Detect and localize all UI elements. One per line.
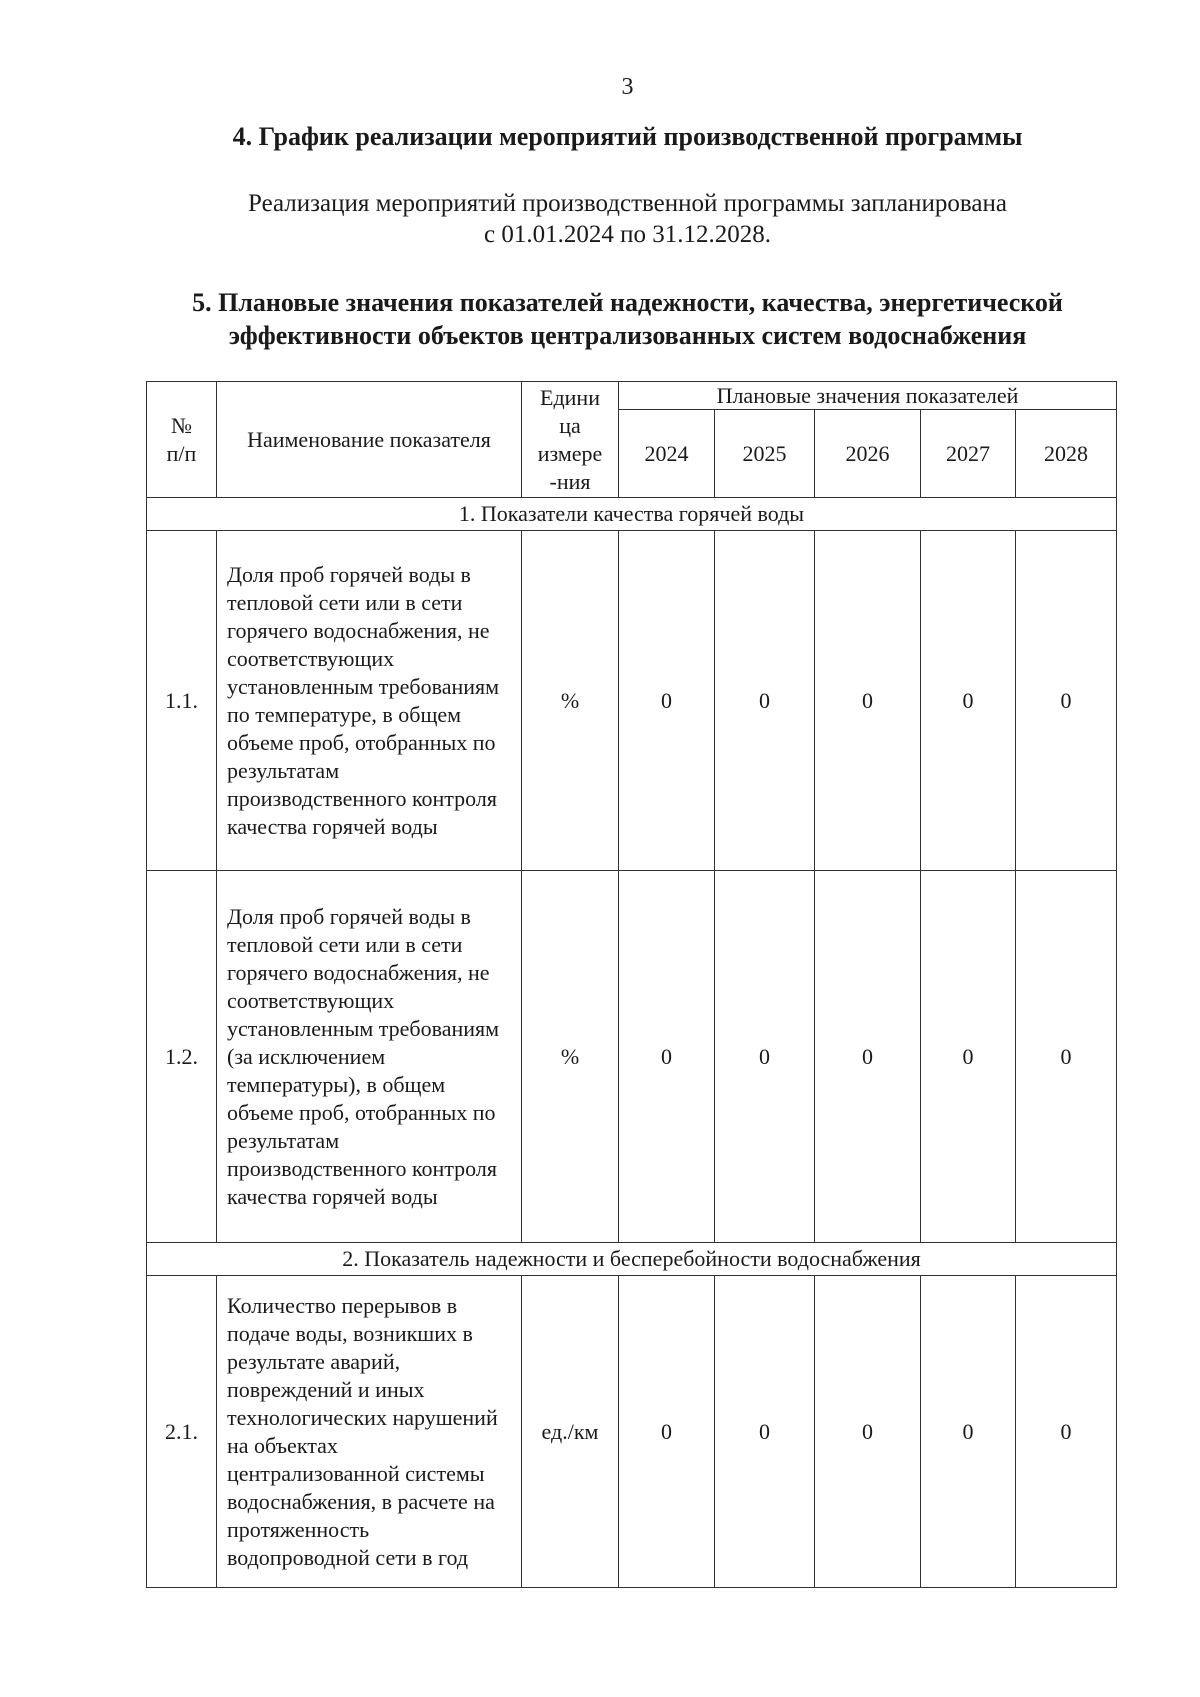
header-planned-values: Плановые значения показателей <box>619 382 1117 410</box>
indicator-name: Доля проб горячей воды в тепловой сети или в сети горячего водоснабжения, не соответствующих установленным требованиям (за исключением температуры), в общем объеме проб, отобранных по результатам производственного контроля качества горячей воды <box>217 871 522 1243</box>
header-number-line-2: п/п <box>166 440 197 466</box>
value-2026: 0 <box>815 871 921 1243</box>
table-row <box>147 871 1117 1243</box>
header-number-line-1: № <box>171 412 192 438</box>
indicator-unit: ед./км <box>522 1276 619 1588</box>
indicator-name: Количество перерывов в подаче воды, возникших в результате аварий, повреждений и иных технологических нарушений на объектах централизованной системы водоснабжения, в расчете на протяженность водопроводной сети в год <box>217 1276 522 1588</box>
value-2028: 0 <box>1016 871 1117 1243</box>
header-unit-line-2: ца <box>559 412 581 438</box>
section-5-heading-line-1: 5. Плановые значения показателей надежности, качества, энергетической <box>192 288 1063 317</box>
row-number: 2.1. <box>147 1276 217 1588</box>
indicator-name: Доля проб горячей воды в тепловой сети или в сети горячего водоснабжения, не соответствующих установленным требованиям по температуре, в общем объеме проб, отобранных по результатам производственного контроля качества горячей воды <box>217 531 522 871</box>
value-2026: 0 <box>815 1276 921 1588</box>
section-4-text-line-1: Реализация мероприятий производственной программы запланирована <box>248 190 1007 217</box>
page-number: 3 <box>621 74 634 100</box>
indicators-table <box>146 381 1117 1588</box>
header-unit <box>522 382 619 498</box>
value-2025: 0 <box>715 871 815 1243</box>
header-year-2027: 2027 <box>921 410 1016 498</box>
table-row <box>147 1276 1117 1588</box>
value-2025: 0 <box>715 1276 815 1588</box>
value-2028: 0 <box>1016 531 1117 871</box>
group-row <box>147 1243 1117 1276</box>
value-2028: 0 <box>1016 1276 1117 1588</box>
section-4-heading: 4. График реализации мероприятий производственной программы <box>232 122 1023 151</box>
group-title: 1. Показатели качества горячей воды <box>147 498 1117 531</box>
indicator-unit: % <box>522 531 619 871</box>
header-year-2024: 2024 <box>619 410 715 498</box>
section-4-text-line-2: с 01.01.2024 по 31.12.2028. <box>484 221 771 248</box>
row-number: 1.2. <box>147 871 217 1243</box>
value-2027: 0 <box>921 871 1016 1243</box>
value-2027: 0 <box>921 531 1016 871</box>
section-5-heading <box>0 286 1200 352</box>
header-number <box>147 382 217 498</box>
value-2025: 0 <box>715 531 815 871</box>
header-year-2028: 2028 <box>1016 410 1117 498</box>
header-year-2026: 2026 <box>815 410 921 498</box>
value-2024: 0 <box>619 871 715 1243</box>
section-4-text <box>0 188 1200 250</box>
value-2027: 0 <box>921 1276 1016 1588</box>
value-2026: 0 <box>815 531 921 871</box>
header-indicator-name: Наименование показателя <box>217 382 522 498</box>
header-unit-line-4: -ния <box>549 468 591 494</box>
value-2024: 0 <box>619 531 715 871</box>
table-row <box>147 531 1117 871</box>
header-year-2025: 2025 <box>715 410 815 498</box>
value-2024: 0 <box>619 1276 715 1588</box>
section-5-heading-line-2: эффективности объектов централизованных систем водоснабжения <box>228 321 1027 350</box>
header-unit-line-3: измере <box>537 440 603 466</box>
header-unit-line-1: Едини <box>540 384 600 410</box>
group-title: 2. Показатель надежности и бесперебойности водоснабжения <box>147 1243 1117 1276</box>
group-row <box>147 498 1117 531</box>
indicator-unit: % <box>522 871 619 1243</box>
row-number: 1.1. <box>147 531 217 871</box>
